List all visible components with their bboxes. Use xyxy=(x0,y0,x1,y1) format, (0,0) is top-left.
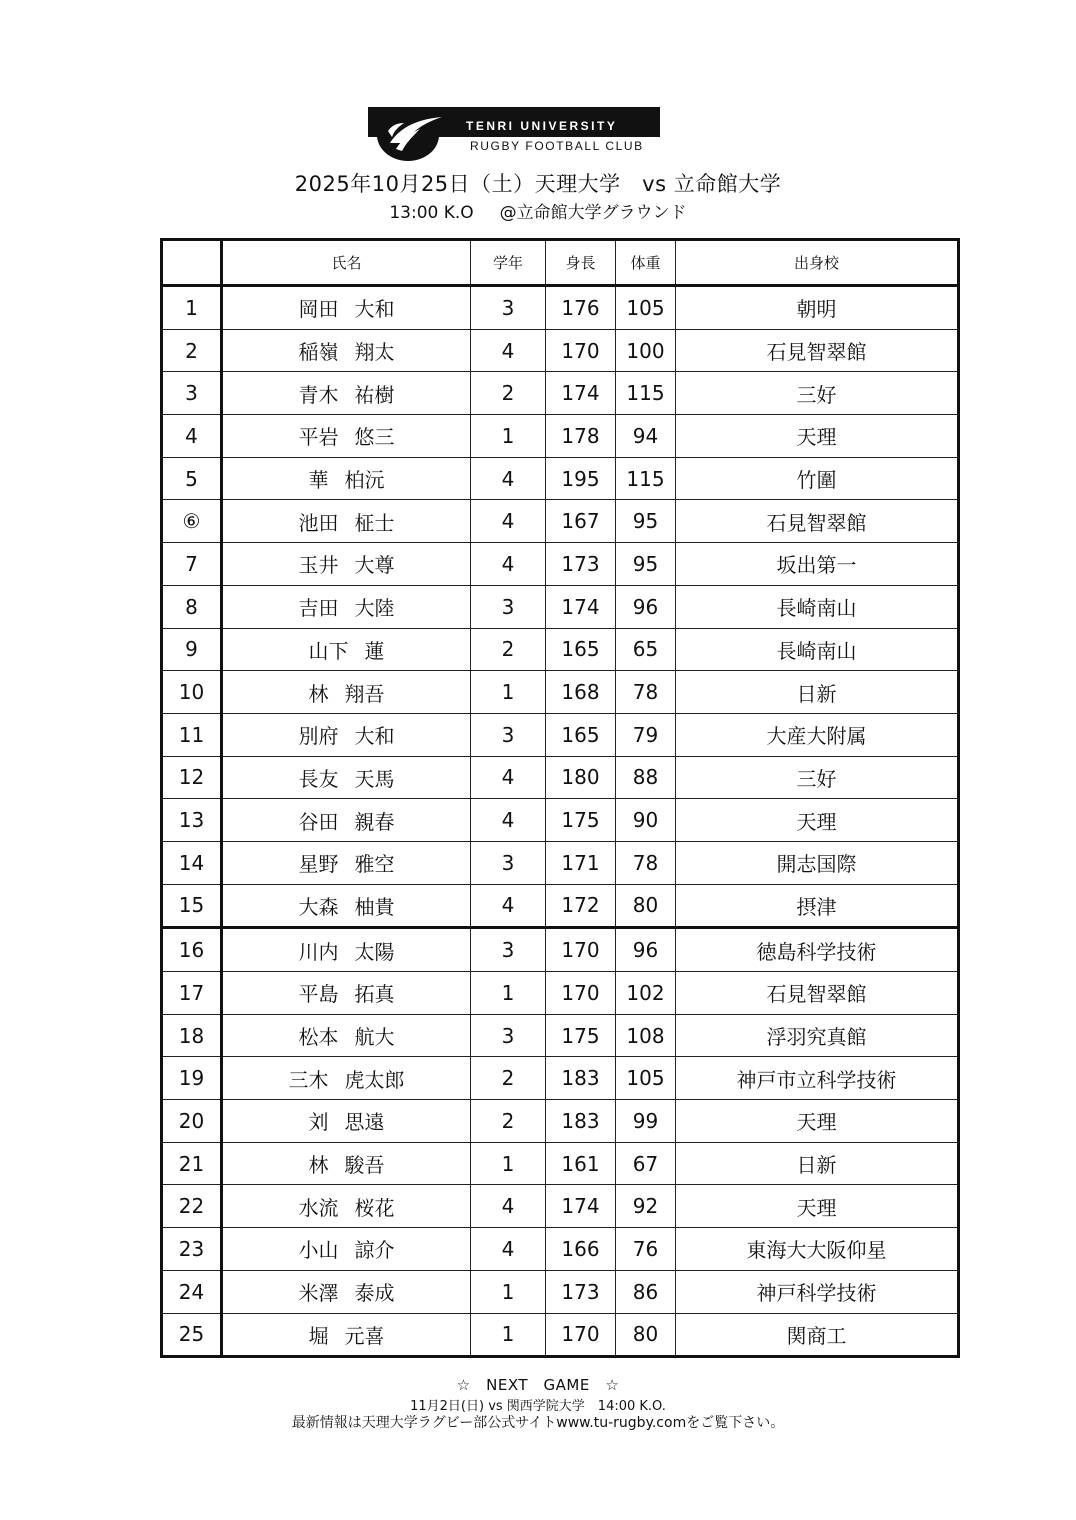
player-name xyxy=(222,671,471,714)
table-row xyxy=(162,799,959,842)
table-row xyxy=(162,1100,959,1143)
player-number: 10 xyxy=(162,671,222,714)
player-weight: 80 xyxy=(616,884,676,928)
header-weight: 体重 xyxy=(616,240,676,286)
player-height: 176 xyxy=(546,286,616,330)
player-family-name: 林 xyxy=(308,681,329,706)
header-name: 氏名 xyxy=(222,240,471,286)
player-school: 天理 xyxy=(676,1185,959,1228)
player-given-name: 大和 xyxy=(354,724,395,749)
player-grade: 4 xyxy=(471,543,546,586)
player-number: 4 xyxy=(162,415,222,458)
player-grade: 2 xyxy=(471,1100,546,1143)
player-height: 170 xyxy=(546,972,616,1015)
player-height: 171 xyxy=(546,841,616,884)
player-name xyxy=(222,457,471,500)
player-school: 天理 xyxy=(676,1100,959,1143)
table-row xyxy=(162,286,959,330)
player-grade: 4 xyxy=(471,329,546,372)
player-number: 17 xyxy=(162,972,222,1015)
player-name xyxy=(222,884,471,928)
player-given-name: 柾士 xyxy=(354,510,395,535)
player-name xyxy=(222,1014,471,1057)
player-height: 170 xyxy=(546,329,616,372)
player-family-name: 川内 xyxy=(298,939,339,964)
player-given-name: 大尊 xyxy=(354,553,395,578)
player-grade: 3 xyxy=(471,286,546,330)
player-grade: 1 xyxy=(471,1142,546,1185)
player-school: 東海大大阪仰星 xyxy=(676,1228,959,1271)
player-school: 神戸科学技術 xyxy=(676,1270,959,1313)
player-school: 開志国際 xyxy=(676,841,959,884)
player-grade: 4 xyxy=(471,500,546,543)
player-name xyxy=(222,1100,471,1143)
player-grade: 4 xyxy=(471,1228,546,1271)
player-number: 9 xyxy=(162,628,222,671)
player-school: 坂出第一 xyxy=(676,543,959,586)
player-given-name: 蓮 xyxy=(364,638,385,663)
player-height: 173 xyxy=(546,543,616,586)
player-name xyxy=(222,928,471,972)
player-grade: 2 xyxy=(471,628,546,671)
player-family-name: 岡田 xyxy=(298,297,339,322)
player-number: 2 xyxy=(162,329,222,372)
player-family-name: 池田 xyxy=(298,510,339,535)
player-number: 14 xyxy=(162,841,222,884)
player-name xyxy=(222,543,471,586)
player-grade: 4 xyxy=(471,884,546,928)
player-name xyxy=(222,841,471,884)
table-row xyxy=(162,972,959,1015)
player-number: 19 xyxy=(162,1057,222,1100)
player-weight: 108 xyxy=(616,1014,676,1057)
table-row xyxy=(162,756,959,799)
header-grade: 学年 xyxy=(471,240,546,286)
player-family-name: 平島 xyxy=(298,982,339,1007)
player-school: 神戸市立科学技術 xyxy=(676,1057,959,1100)
player-number: 12 xyxy=(162,756,222,799)
player-name xyxy=(222,585,471,628)
club-logo xyxy=(368,107,660,157)
player-family-name: 星野 xyxy=(298,852,339,877)
player-family-name: 華 xyxy=(308,468,329,493)
table-row xyxy=(162,1014,959,1057)
player-grade: 4 xyxy=(471,457,546,500)
player-given-name: 駿吾 xyxy=(344,1153,385,1178)
table-row xyxy=(162,372,959,415)
table-row xyxy=(162,500,959,543)
player-weight: 94 xyxy=(616,415,676,458)
player-number: ⑥ xyxy=(162,500,222,543)
player-height: 165 xyxy=(546,713,616,756)
player-number: 21 xyxy=(162,1142,222,1185)
player-name xyxy=(222,329,471,372)
player-school: 摂津 xyxy=(676,884,959,928)
player-weight: 100 xyxy=(616,329,676,372)
player-height: 167 xyxy=(546,500,616,543)
player-given-name: 天馬 xyxy=(354,766,395,791)
player-given-name: 航大 xyxy=(354,1025,395,1050)
player-school: 大産大附属 xyxy=(676,713,959,756)
player-school: 日新 xyxy=(676,1142,959,1185)
player-given-name: 祐樹 xyxy=(354,382,395,407)
player-height: 170 xyxy=(546,1313,616,1357)
player-name xyxy=(222,1313,471,1357)
player-school: 関商工 xyxy=(676,1313,959,1357)
player-number: 3 xyxy=(162,372,222,415)
next-match-info: 11月2日(日) vs 関西学院大学 14:00 K.O. xyxy=(410,1399,666,1414)
player-school: 朝明 xyxy=(676,286,959,330)
player-grade: 3 xyxy=(471,585,546,628)
table-row xyxy=(162,671,959,714)
player-grade: 3 xyxy=(471,1014,546,1057)
player-given-name: 翔吾 xyxy=(344,681,385,706)
table-row xyxy=(162,543,959,586)
player-name xyxy=(222,1057,471,1100)
logo-university-text: TENRI UNIVERSITY xyxy=(466,119,618,133)
table-header-row xyxy=(162,240,959,286)
player-height: 165 xyxy=(546,628,616,671)
player-weight: 78 xyxy=(616,671,676,714)
player-family-name: 大森 xyxy=(298,894,339,919)
player-weight: 115 xyxy=(616,372,676,415)
player-name xyxy=(222,1228,471,1271)
player-given-name: 大陸 xyxy=(354,596,395,621)
player-number: 18 xyxy=(162,1014,222,1057)
player-weight: 95 xyxy=(616,500,676,543)
player-family-name: 谷田 xyxy=(298,809,339,834)
player-number: 5 xyxy=(162,457,222,500)
table-row xyxy=(162,585,959,628)
player-name xyxy=(222,1270,471,1313)
player-name xyxy=(222,372,471,415)
player-weight: 105 xyxy=(616,1057,676,1100)
player-number: 1 xyxy=(162,286,222,330)
player-grade: 4 xyxy=(471,1185,546,1228)
header-height: 身長 xyxy=(546,240,616,286)
player-school: 三好 xyxy=(676,372,959,415)
player-number: 25 xyxy=(162,1313,222,1357)
player-grade: 4 xyxy=(471,756,546,799)
player-name xyxy=(222,756,471,799)
player-grade: 1 xyxy=(471,1270,546,1313)
player-family-name: 山下 xyxy=(308,638,349,663)
player-given-name: 桜花 xyxy=(354,1195,395,1220)
player-weight: 67 xyxy=(616,1142,676,1185)
player-grade: 2 xyxy=(471,372,546,415)
player-grade: 3 xyxy=(471,713,546,756)
player-height: 174 xyxy=(546,1185,616,1228)
player-family-name: 刘 xyxy=(308,1110,329,1135)
player-name xyxy=(222,286,471,330)
player-name xyxy=(222,628,471,671)
player-name xyxy=(222,500,471,543)
player-height: 173 xyxy=(546,1270,616,1313)
player-grade: 3 xyxy=(471,841,546,884)
player-given-name: 親春 xyxy=(354,809,395,834)
table-row xyxy=(162,713,959,756)
player-given-name: 虎太郎 xyxy=(344,1067,405,1092)
player-given-name: 太陽 xyxy=(354,939,395,964)
venue: @立命館大学グラウンド xyxy=(499,203,687,223)
player-family-name: 小山 xyxy=(298,1238,339,1263)
player-school: 天理 xyxy=(676,799,959,842)
player-family-name: 長友 xyxy=(298,766,339,791)
player-height: 183 xyxy=(546,1100,616,1143)
player-given-name: 柚貴 xyxy=(354,894,395,919)
player-height: 166 xyxy=(546,1228,616,1271)
table-row xyxy=(162,928,959,972)
player-number: 13 xyxy=(162,799,222,842)
player-height: 175 xyxy=(546,799,616,842)
player-given-name: 翔太 xyxy=(354,340,395,365)
match-title: 2025年10月25日（土）天理大学 vs 立命館大学 xyxy=(294,172,782,196)
player-school: 浮羽究真館 xyxy=(676,1014,959,1057)
table-row xyxy=(162,1185,959,1228)
player-number: 11 xyxy=(162,713,222,756)
player-name xyxy=(222,1142,471,1185)
player-family-name: 稲嶺 xyxy=(298,340,339,365)
player-height: 183 xyxy=(546,1057,616,1100)
player-family-name: 堀 xyxy=(308,1323,329,1348)
table-row xyxy=(162,415,959,458)
player-name xyxy=(222,799,471,842)
player-given-name: 拓真 xyxy=(354,982,395,1007)
player-grade: 1 xyxy=(471,1313,546,1357)
player-family-name: 平岩 xyxy=(298,425,339,450)
player-school: 三好 xyxy=(676,756,959,799)
player-number: 20 xyxy=(162,1100,222,1143)
player-name xyxy=(222,972,471,1015)
player-number: 15 xyxy=(162,884,222,928)
player-family-name: 別府 xyxy=(298,724,339,749)
player-name xyxy=(222,713,471,756)
player-name xyxy=(222,415,471,458)
player-number: 23 xyxy=(162,1228,222,1271)
player-number: 16 xyxy=(162,928,222,972)
player-given-name: 大和 xyxy=(354,297,395,322)
player-height: 174 xyxy=(546,372,616,415)
player-school: 石見智翠館 xyxy=(676,972,959,1015)
table-row xyxy=(162,1228,959,1271)
player-height: 195 xyxy=(546,457,616,500)
player-height: 175 xyxy=(546,1014,616,1057)
player-weight: 105 xyxy=(616,286,676,330)
player-weight: 80 xyxy=(616,1313,676,1357)
player-weight: 102 xyxy=(616,972,676,1015)
player-given-name: 泰成 xyxy=(354,1281,395,1306)
header-number xyxy=(162,240,222,286)
player-height: 180 xyxy=(546,756,616,799)
player-grade: 1 xyxy=(471,972,546,1015)
player-given-name: 諒介 xyxy=(354,1238,395,1263)
next-game-heading: ☆ NEXT GAME ☆ xyxy=(456,1376,620,1394)
header-school: 出身校 xyxy=(676,240,959,286)
player-number: 8 xyxy=(162,585,222,628)
player-family-name: 松本 xyxy=(298,1025,339,1050)
player-weight: 96 xyxy=(616,585,676,628)
player-height: 170 xyxy=(546,928,616,972)
player-family-name: 吉田 xyxy=(298,596,339,621)
player-weight: 95 xyxy=(616,543,676,586)
player-height: 168 xyxy=(546,671,616,714)
player-name xyxy=(222,1185,471,1228)
player-school: 徳島科学技術 xyxy=(676,928,959,972)
player-school: 石見智翠館 xyxy=(676,500,959,543)
player-weight: 90 xyxy=(616,799,676,842)
player-height: 172 xyxy=(546,884,616,928)
player-weight: 96 xyxy=(616,928,676,972)
roster-table xyxy=(160,238,960,1358)
player-family-name: 林 xyxy=(308,1153,329,1178)
player-height: 178 xyxy=(546,415,616,458)
player-given-name: 悠三 xyxy=(354,425,395,450)
player-weight: 79 xyxy=(616,713,676,756)
player-given-name: 思遠 xyxy=(344,1110,385,1135)
kickoff-time: 13:00 K.O xyxy=(389,203,474,223)
player-given-name: 元喜 xyxy=(344,1323,385,1348)
match-info xyxy=(0,198,1076,223)
table-row xyxy=(162,628,959,671)
player-number: 22 xyxy=(162,1185,222,1228)
player-family-name: 米澤 xyxy=(298,1281,339,1306)
table-row xyxy=(162,1270,959,1313)
player-weight: 86 xyxy=(616,1270,676,1313)
table-row xyxy=(162,1313,959,1357)
player-family-name: 水流 xyxy=(298,1195,339,1220)
website-notice: 最新情報は天理大学ラグビー部公式サイトwww.tu-rugby.comをご覧下さい。 xyxy=(291,1415,785,1431)
player-family-name: 三木 xyxy=(288,1067,329,1092)
player-height: 174 xyxy=(546,585,616,628)
player-grade: 1 xyxy=(471,671,546,714)
player-weight: 88 xyxy=(616,756,676,799)
player-grade: 1 xyxy=(471,415,546,458)
player-school: 長崎南山 xyxy=(676,628,959,671)
player-family-name: 青木 xyxy=(298,382,339,407)
player-family-name: 玉井 xyxy=(298,553,339,578)
player-grade: 2 xyxy=(471,1057,546,1100)
player-school: 天理 xyxy=(676,415,959,458)
player-school: 日新 xyxy=(676,671,959,714)
player-weight: 78 xyxy=(616,841,676,884)
player-school: 長崎南山 xyxy=(676,585,959,628)
player-weight: 92 xyxy=(616,1185,676,1228)
player-given-name: 雅空 xyxy=(354,852,395,877)
table-row xyxy=(162,1142,959,1185)
player-weight: 115 xyxy=(616,457,676,500)
table-row xyxy=(162,884,959,928)
player-number: 7 xyxy=(162,543,222,586)
table-row xyxy=(162,841,959,884)
player-school: 石見智翠館 xyxy=(676,329,959,372)
dove-emblem-icon xyxy=(376,109,446,163)
player-weight: 99 xyxy=(616,1100,676,1143)
table-row xyxy=(162,457,959,500)
player-weight: 76 xyxy=(616,1228,676,1271)
player-given-name: 柏沅 xyxy=(344,468,385,493)
table-row xyxy=(162,1057,959,1100)
player-school: 竹圍 xyxy=(676,457,959,500)
player-weight: 65 xyxy=(616,628,676,671)
player-number: 24 xyxy=(162,1270,222,1313)
player-grade: 4 xyxy=(471,799,546,842)
table-row xyxy=(162,329,959,372)
logo-club-text: RUGBY FOOTBALL CLUB xyxy=(470,139,644,153)
player-height: 161 xyxy=(546,1142,616,1185)
player-grade: 3 xyxy=(471,928,546,972)
